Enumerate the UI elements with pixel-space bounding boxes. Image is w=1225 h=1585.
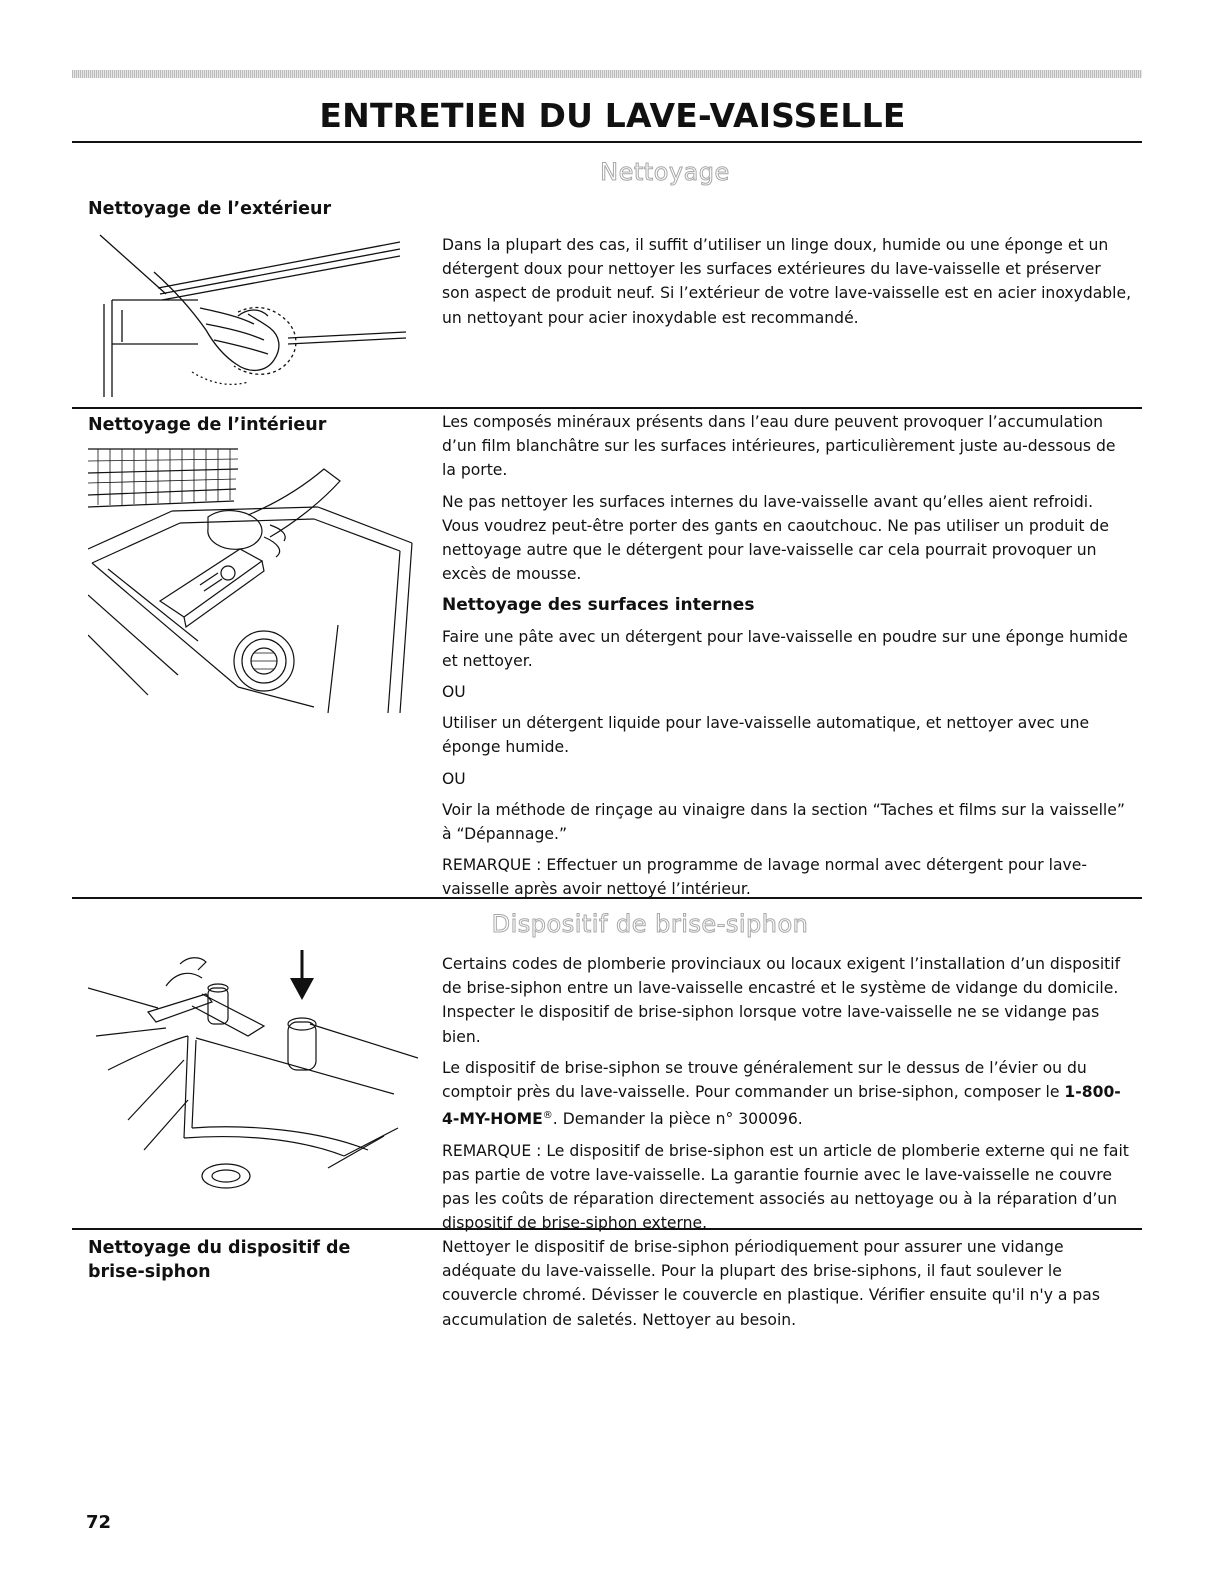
top-decorative-rule (72, 70, 1142, 78)
interior-text-block (442, 410, 1132, 909)
exterior-heading: Nettoyage de l’extérieur (88, 199, 332, 219)
air-gap-paragraph-2-end: . Demander la pièce n° 300096. (552, 1110, 803, 1129)
air-gap-illustration (88, 950, 418, 1220)
interior-note: REMARQUE : Effectuer un programme de lavage normal avec détergent pour lave-vaisselle après avoir nettoyé l’intérieur. (442, 856, 1087, 899)
or-separator-2: OU (442, 769, 466, 788)
interior-paragraph-2: Ne pas nettoyer les surfaces internes du lave-vaisselle avant qu’elles aient refroidi. Vous voudrez peut-être porter des gants en caoutchouc. Ne pas utiliser un produit de nettoyage autre que le détergent pour lave-vaisselle car cela pourrait provoquer un excès de mousse. (442, 492, 1109, 584)
page-title: ENTRETIEN DU LAVE-VAISSELLE (319, 96, 906, 135)
air-gap-paragraph-2-start: Le dispositif de brise-siphon se trouve généralement sur le dessus de l’évier ou du comptoir près du lave-vaisselle. Pour commander un brise-siphon, composer le (442, 1058, 1087, 1102)
registered-mark: ® (542, 1110, 553, 1122)
air-gap-paragraph-2 (442, 1056, 1132, 1132)
interior-cleaning-illustration (88, 445, 418, 715)
air-gap-cleaning-text-block (442, 1235, 1132, 1339)
air-gap-paragraph-1: Certains codes de plomberie provinciaux ou locaux exigent l’installation d’un dispositif de brise-siphon entre un lave-vaisselle encastré et le système de vidange du domicile. Inspecter le dispositif de brise-siphon lorsque votre lave-vaisselle ne se vidange pas bien. (442, 955, 1121, 1046)
internal-surfaces-subheading: Nettoyage des surfaces internes (442, 595, 755, 616)
air-gap-note: REMARQUE : Le dispositif de brise-siphon est un article de plomberie externe qui ne fait pas partie de votre lave-vaisselle. La garantie fournie avec le lave-vaisselle ne couvre pas les coûts de réparation directement associés au nettoyage ou à la réparation d’un dispositif de brise-siphon externe. (442, 1141, 1129, 1233)
interior-paragraph-1: Les composés minéraux présents dans l’eau dure peuvent provoquer l’accumulation d’un film blanchâtre sur les surfaces intérieures, particulièrement juste au-dessous de la porte. (442, 413, 1116, 480)
air-gap-cleaning-heading: Nettoyage du dispositif de brise-siphon (88, 1238, 351, 1282)
order-phone-number: 1-800-4-MY-HOME (442, 1083, 1121, 1129)
interior-paragraph-3: Faire une pâte avec un détergent pour lave-vaisselle en poudre sur une éponge humide et nettoyer. (442, 627, 1128, 670)
section-title-air-gap: Dispositif de brise-siphon (491, 910, 809, 938)
or-separator-1: OU (442, 683, 466, 702)
exterior-cleaning-illustration (88, 232, 418, 400)
air-gap-text-block (442, 952, 1132, 1242)
air-gap-cleaning-divider (72, 1228, 1142, 1230)
interior-paragraph-5: Voir la méthode de rinçage au vinaigre dans la section “Taches et films sur la vaisselle” à “Dépannage.” (442, 800, 1125, 844)
interior-heading: Nettoyage de l’intérieur (88, 415, 327, 435)
title-divider (72, 141, 1142, 143)
air-gap-cleaning-paragraph: Nettoyer le dispositif de brise-siphon périodiquement pour assurer une vidange adéquate du lave-vaisselle. Pour la plupart des brise-siphons, il faut soulever le couvercle chromé. Dévisser le couvercle en plastique. Vérifier ensuite qu'il n'y a pas accumulation de saletés. Nettoyer au besoin. (442, 1238, 1100, 1329)
page-number: 72 (86, 1512, 112, 1533)
air-gap-divider (72, 897, 1142, 899)
section-title-cleaning: Nettoyage (600, 158, 730, 186)
exterior-paragraph: Dans la plupart des cas, il suffit d’utiliser un linge doux, humide ou une éponge et un détergent doux pour nettoyer les surfaces extérieures du lave-vaisselle et préserver son aspect de produit neuf. Si l’extérieur de votre lave-vaisselle est en acier inoxydable, un nettoyant pour acier inoxydable est recommandé. (442, 236, 1132, 327)
interior-paragraph-4: Utiliser un détergent liquide pour lave-vaisselle automatique, et nettoyer avec une éponge humide. (442, 714, 1090, 757)
exterior-text-block (442, 233, 1132, 337)
interior-divider (72, 407, 1142, 409)
